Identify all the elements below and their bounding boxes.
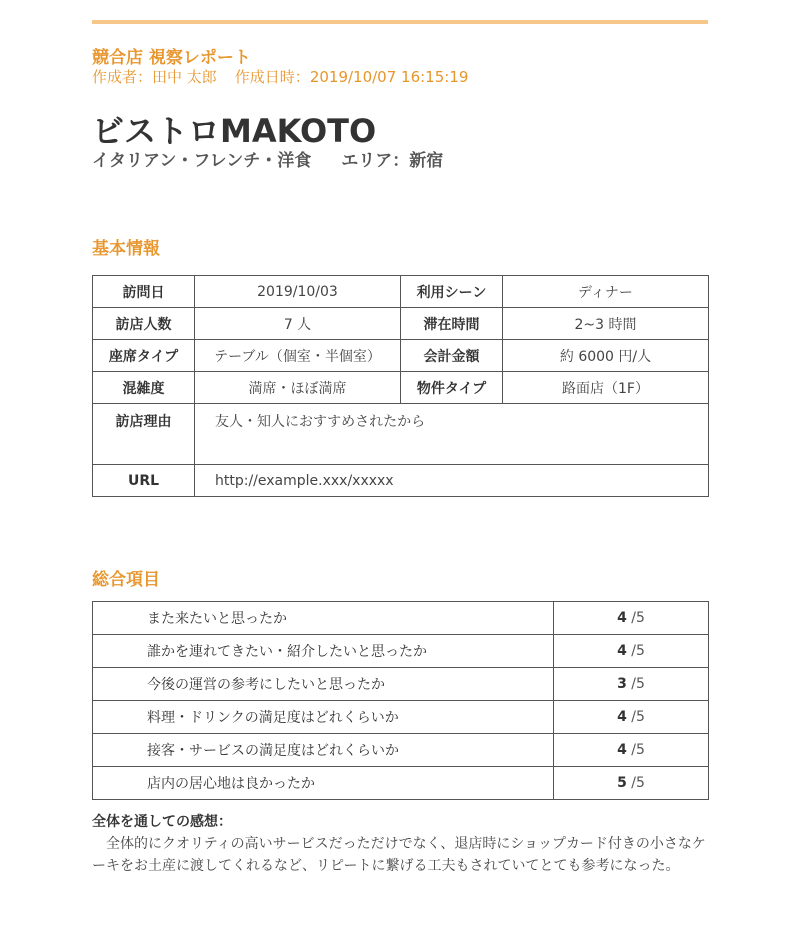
field-label: 利用シーン bbox=[401, 276, 503, 308]
table-row bbox=[93, 734, 709, 767]
table-row bbox=[93, 404, 709, 465]
field-label: 会計金額 bbox=[401, 340, 503, 372]
field-value: テーブル（個室・半個室） bbox=[195, 340, 401, 372]
score-cell bbox=[554, 701, 709, 734]
score-max: /5 bbox=[631, 742, 645, 758]
report-meta bbox=[92, 66, 468, 87]
author-label: 作成者： bbox=[92, 68, 153, 86]
score-question: また来たいと思ったか bbox=[93, 602, 554, 635]
field-value: ディナー bbox=[503, 276, 709, 308]
score-value: 4 bbox=[617, 742, 627, 758]
store-area: エリア：新宿 bbox=[341, 151, 444, 171]
field-label: 滞在時間 bbox=[401, 308, 503, 340]
score-question: 店内の居心地は良かったか bbox=[93, 767, 554, 800]
score-max: /5 bbox=[631, 676, 645, 692]
score-question: 誰かを連れてきたい・紹介したいと思ったか bbox=[93, 635, 554, 668]
score-question: 今後の運営の参考にしたいと思ったか bbox=[93, 668, 554, 701]
impression-label: 全体を通しての感想： bbox=[92, 814, 232, 830]
basic-info-table bbox=[92, 275, 709, 497]
overall-score-table bbox=[92, 601, 709, 800]
score-value: 5 bbox=[617, 775, 627, 791]
created-at: 2019/10/07 16:15:19 bbox=[309, 68, 469, 86]
table-row bbox=[93, 340, 709, 372]
table-row bbox=[93, 668, 709, 701]
table-row bbox=[93, 465, 709, 497]
table-row bbox=[93, 276, 709, 308]
score-cell bbox=[554, 767, 709, 800]
score-question: 接客・サービスの満足度はどれくらいか bbox=[93, 734, 554, 767]
score-cell bbox=[554, 602, 709, 635]
table-row bbox=[93, 701, 709, 734]
field-label: 訪問日 bbox=[93, 276, 195, 308]
field-value: 7 人 bbox=[195, 308, 401, 340]
created-label: 作成日時： bbox=[234, 68, 310, 86]
basic-info-heading: 基本情報 bbox=[92, 239, 160, 259]
table-row bbox=[93, 635, 709, 668]
overall-heading: 総合項目 bbox=[92, 570, 160, 590]
field-value: 2~3 時間 bbox=[503, 308, 709, 340]
table-row bbox=[93, 308, 709, 340]
field-value: 2019/10/03 bbox=[195, 276, 401, 308]
report-title: 競合店 視察レポート bbox=[92, 48, 251, 68]
field-value: 約 6000 円/人 bbox=[503, 340, 709, 372]
field-label: 訪店人数 bbox=[93, 308, 195, 340]
score-max: /5 bbox=[631, 709, 645, 725]
store-subtitle bbox=[92, 146, 443, 171]
url-value: http://example.xxx/xxxxx bbox=[195, 465, 709, 497]
score-max: /5 bbox=[631, 643, 645, 659]
score-max: /5 bbox=[631, 610, 645, 626]
score-value: 4 bbox=[617, 709, 627, 725]
score-value: 4 bbox=[617, 610, 627, 626]
header-accent-bar bbox=[92, 20, 708, 24]
field-value: 満席・ほぼ満席 bbox=[195, 372, 401, 404]
score-cell bbox=[554, 668, 709, 701]
store-genre: イタリアン・フレンチ・洋食 bbox=[92, 151, 312, 171]
score-question: 料理・ドリンクの満足度はどれくらいか bbox=[93, 701, 554, 734]
score-max: /5 bbox=[631, 775, 645, 791]
score-value: 4 bbox=[617, 643, 627, 659]
visit-reason-value: 友人・知人におすすめされたから bbox=[195, 404, 709, 465]
table-row bbox=[93, 602, 709, 635]
field-value: 路面店（1F） bbox=[503, 372, 709, 404]
field-label: 物件タイプ bbox=[401, 372, 503, 404]
score-cell bbox=[554, 635, 709, 668]
table-row bbox=[93, 372, 709, 404]
field-label: 座席タイプ bbox=[93, 340, 195, 372]
field-label: 混雑度 bbox=[93, 372, 195, 404]
visit-reason-label: 訪店理由 bbox=[93, 404, 195, 465]
score-value: 3 bbox=[617, 676, 627, 692]
score-cell bbox=[554, 734, 709, 767]
table-row bbox=[93, 767, 709, 800]
author-name: 田中 太郎 bbox=[152, 68, 217, 86]
impression-text: 全体的にクオリティの高いサービスだっただけでなく、退店時にショップカード付きの小さなケーキをお土産に渡してくれるなど、リピートに繋げる工夫もされていてとても参考になった。 bbox=[92, 836, 706, 874]
store-name: ビストロMAKOTO bbox=[92, 112, 377, 150]
url-label: URL bbox=[93, 465, 195, 497]
